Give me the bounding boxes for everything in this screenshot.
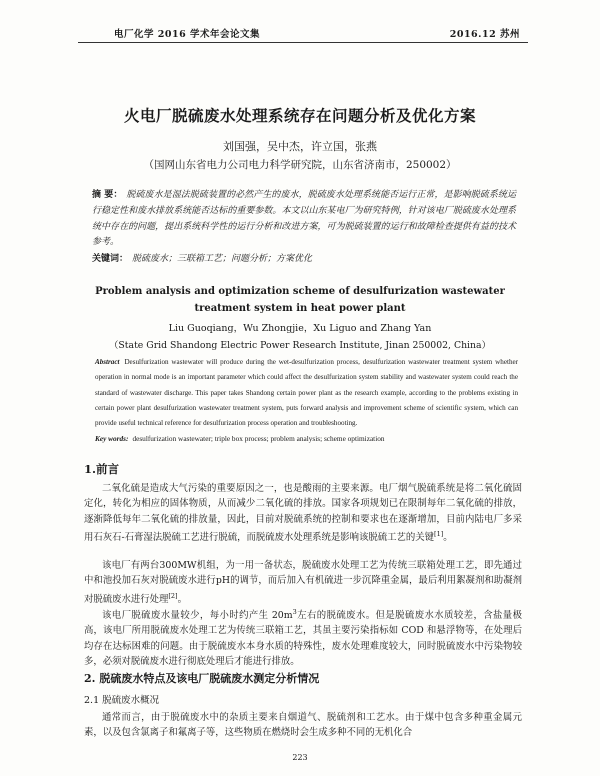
paragraph-1-end: 。 [443,532,453,544]
paragraph-4: 通常而言，由于脱硫废水中的杂质主要来自烟道气、脱硫剂和工艺水。由于煤中包含多种重金属元素，以及包含氯离子和氟离子等，这些物质在燃烧时会生成多种不同的无机化合 [84,712,522,739]
paragraph-2-text: 该电厂有两台300MW机组，为一用一备状态，脱硫废水处理工艺为传统三联箱处理工艺，即先通过中和池投加石灰对脱硫废水进行pH的调节，而后加入有机硫进一步沉降重金属，最后利用絮凝剂和助凝剂对脱硫废水进行处理 [84,560,522,605]
english-keywords-text: desulfurization wastewater; triple box process; problem analysis; scheme optimization [132,434,385,443]
paragraph-2-end: 。 [177,593,187,605]
english-authors: Liu Guoqiang，Wu Zhongjie，Xu Liguo and Zhang Yan [168,323,432,334]
chinese-title: 火电厂脱硫废水处理系统存在问题分析及优化方案 [123,106,476,125]
english-keywords [95,434,518,443]
chinese-abstract [92,188,516,251]
chinese-keywords [92,251,516,264]
english-abstract-label: Abstract [95,358,120,366]
english-affiliation: （State Grid Shandong Electric Power Research Institute, Jinan 250002, China） [109,340,491,351]
cubic-superscript: 3 [292,608,297,616]
english-title: Problem analysis and optimization scheme of desulfurization wastewater treatment system in heat power plant [95,286,505,314]
conference-date: 2016.12 苏州 [449,29,520,40]
chinese-authors: 刘国强，吴中杰，许立国，张燕 [223,140,377,153]
paragraph-3-text-a: 该电厂脱硫废水量较少，每小时约产生 20m [102,610,293,622]
section-2-heading: 2. 脱硫废水特点及该电厂脱硫废水测定分析情况 [84,672,320,685]
citation-2: [2] [168,591,178,600]
chinese-keywords-label: 关键词： [92,254,129,264]
paragraph-3-text-b: 左右的脱硫废水。但是脱硫废水水质较差，含盐量极高，该电厂所用脱硫废水处理工艺为传统三联箱工艺，其虽主要污染指标如 COD 和悬浮物等，在处理后均存在达标困难的问题。由于脱硫废水本身水质的特殊性，废水处理难度较大，同时脱硫废水中污染物较多，必须对脱硫废水进行彻底处理后才能进行排放。 [84,610,522,668]
journal-name: 电厂化学 2016 学术年会论文集 [114,29,261,40]
english-abstract [95,355,518,431]
section-1-heading: 1.前言 [84,462,120,476]
paragraph-3 [84,605,522,669]
chinese-keywords-text: 脱硫废水；三联箱工艺；问题分析；方案优化 [132,254,313,264]
chinese-affiliation: （国网山东省电力公司电力科学研究院，山东省济南市，250002） [143,159,457,171]
paragraph-2 [84,558,522,607]
section-2-1-heading: 2.1 脱硫废水概况 [84,695,160,706]
english-abstract-text: Desulfurization wastewater will produce during the wet-desulfurization process, desulfurization wastewater treatment system whether operation in normal mode is an important parameter which could affect the desulfurization system stability and wastewater system could reach the standard of wastewater discharge. This paper takes Shandong certain power plant as the research example, according to the problems existing in certain power plant desulfurization wastewater treatment system, puts forward analysis and improvement scheme of scientific system, which can provide useful technical reference for desulfurization process operation and troubleshooting. [95,358,518,428]
running-header [78,26,528,43]
paragraph-1-text: 二氧化硫是造成大气污染的重要原因之一，也是酸雨的主要来源。电厂烟气脱硫系统是将二氧化硫固定化，转化为相应的固体物质，从而减少二氧化硫的排放。国家各项规划已在限制每年二氧化硫的排放，逐渐降低每年二氧化硫的排放量，因此，目前对脱硫系统的控制和要求也在逐渐增加，目前内陆电厂多采用石灰石-石膏湿法脱硫工艺进行脱硫，而脱硫废水处理系统是影响该脱硫工艺的关键 [84,483,522,544]
citation-1: [1] [434,529,444,538]
chinese-abstract-label: 摘 要： [92,190,123,200]
page-number: 223 [292,753,308,762]
english-keywords-label: Key words: [95,434,129,443]
paragraph-1 [84,481,522,545]
chinese-abstract-text: 脱硫废水是湿法脱硫装置的必然产生的废水，脱硫废水处理系统能否运行正常，是影响脱硫系统运行稳定性和废水排放系统能否达标的重要参数。本文以山东某电厂为研究特例，针对该电厂脱硫废水处理系统中存在的问题，提出系统科学性的运行分析和改进方案，可为脱硫装置的运行和故障检查提供有益的技术参考。 [92,190,516,248]
